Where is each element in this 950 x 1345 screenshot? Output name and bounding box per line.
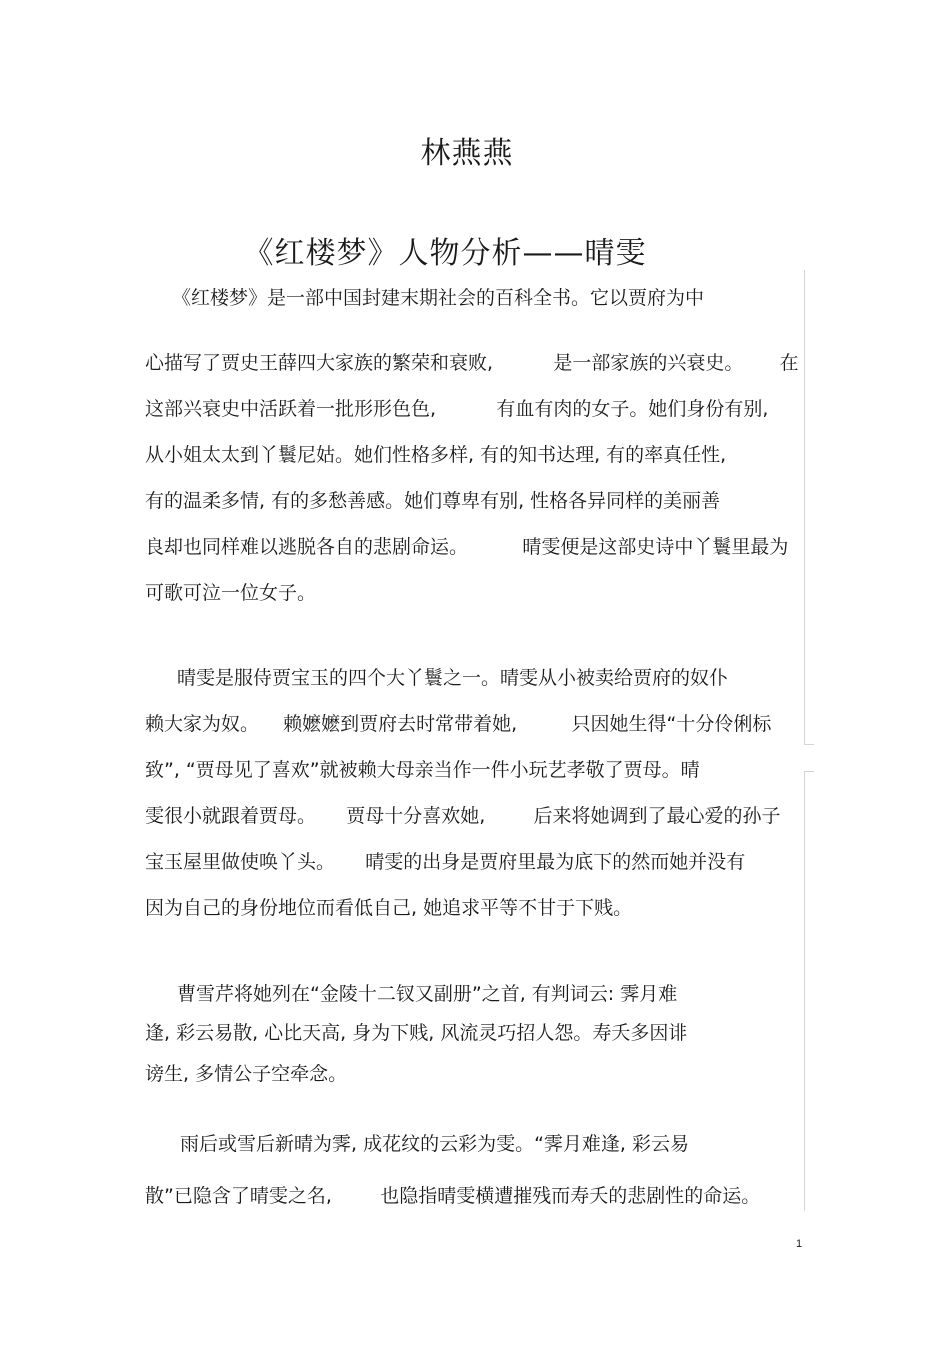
text-line: 有的温柔多情, 有的多愁善感。她们尊卑有别, 性格各异同样的美丽善 [145,490,721,512]
margin-frame-tick [804,744,814,745]
text-line: 逢, 彩云易散, 心比天高, 身为下贱, 风流灵巧招人怨。寿夭多因诽 [145,1022,688,1044]
text-line: 谤生, 多情公子空牵念。 [145,1063,348,1085]
document-title: 《红楼梦》人物分析——晴雯 [243,236,647,271]
text-line: 散”已隐含了晴雯之名, 也隐指晴雯横遭摧残而寿夭的悲剧性的命运。 [145,1185,761,1207]
text-line: 曹雪芹将她列在“金陵十二钗又副册”之首, 有判词云: 霁月难 [177,983,678,1005]
text-line: 雨后或雪后新晴为霁, 成花纹的云彩为雯。“霁月难逢, 彩云易 [180,1133,690,1155]
author-name: 林燕燕 [420,136,514,171]
text-line: 致”, “贾母见了喜欢”就被赖大母亲当作一件小玩艺孝敬了贾母。晴 [145,759,700,781]
margin-frame-tick [804,771,814,772]
text-line: 雯很小就跟着贾母。 贾母十分喜欢她, 后来将她调到了最心爱的孙子 [145,805,781,827]
text-line: 心描写了贾史王薛四大家族的繁荣和衰败, 是一部家族的兴衰史。 在 [145,352,799,374]
text-line: 可歌可泣一位女子。 [145,582,317,604]
margin-frame-line [804,771,805,1211]
text-line: 宝玉屋里做使唤丫头。 晴雯的出身是贾府里最为底下的然而她并没有 [145,851,746,873]
text-line: 因为自己的身份地位而看低自己, 她追求平等不甘于下贱。 [145,897,633,919]
text-line: 赖大家为奴。 赖嬷嬷到贾府去时常带着她, 只因她生得“十分伶俐标 [145,713,772,735]
text-line: 晴雯是服侍贾宝玉的四个大丫鬟之一。晴雯从小被卖给贾府的奴仆 [177,667,729,689]
margin-frame-line [804,270,805,744]
text-line: 良却也同样难以逃脱各自的悲剧命运。 晴雯便是这部史诗中丫鬟里最为 [145,536,789,558]
page-number: 1 [796,1238,803,1250]
text-line: 从小姐太太到丫鬟尼姑。她们性格多样, 有的知书达理, 有的率真任性, [145,444,727,466]
text-line: 《红楼梦》是一部中国封建末期社会的百科全书。它以贾府为中 [172,287,705,309]
text-line: 这部兴衰史中活跃着一批形形色色, 有血有肉的女子。她们身份有别, [145,398,769,420]
